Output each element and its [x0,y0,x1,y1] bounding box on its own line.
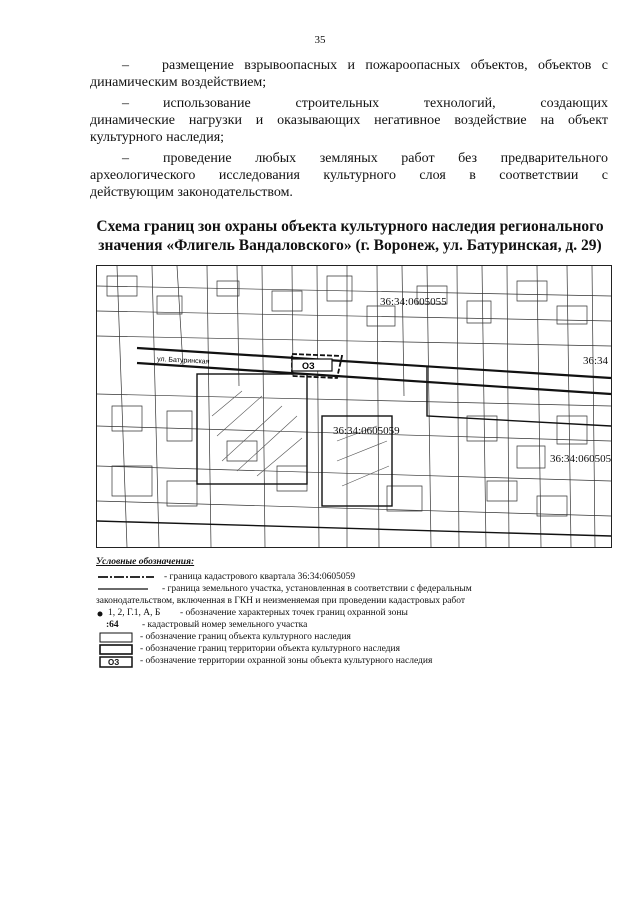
map-legend [96,557,616,669]
legend-zone-symbol: ОЗ [108,657,120,667]
page-number: 35 [314,34,326,46]
legend-points-symbol: 1, 2, Г.1, А, Б [108,607,161,618]
item-text: размещение взрывоопасных и пожароопасных объектов, объектов с [162,58,608,73]
item-dash: – [122,58,129,73]
legend-cadastral-symbol: :64 [106,619,119,630]
cadastral-map [96,265,612,548]
title-line-2: значения «Флигель Вандаловского» (г. Воронеж, ул. Батуринская, д. 29) [98,237,602,254]
legend-text: - обозначение границ объекта культурного наследия [140,631,351,642]
parcel-grid [97,266,611,547]
item-dash: – [122,96,129,111]
legend-text: - кадастровый номер земельного участка [142,619,308,630]
item-text: проведение любых земляных работ без предварительного [163,151,608,166]
map-drawing [97,266,611,547]
quarter-label-3: 36:34:060505 [550,453,611,465]
legend-quarter-boundary [96,572,616,584]
item-text: археологического исследования культурного слоя в соответствии с [90,168,608,183]
parcel-boundary-symbol [96,584,158,594]
restriction-item-1 [90,57,608,91]
title-line-1: Схема границ зон охраны объекта культурного наследия регионального [96,218,604,235]
legend-zone [96,656,616,669]
legend-text: - граница кадастрового квартала 36:34:0605059 [164,571,356,582]
legend-header: Условные обозначения: [96,557,195,567]
legend-text: - граница земельного участка, установленная в соответствии с федеральным [162,583,472,594]
legend-points [96,608,616,620]
item-text: культурного наследия; [90,130,225,145]
restriction-item-3 [90,150,608,201]
legend-text: законодательством, включенная в ГКН и неизменяемая при проведении кадастровых работ [96,595,466,606]
item-text: динамические нагрузки и оказывающих негативное воздействие на объект [90,113,608,128]
quarter-label-2: 36:34:0605059 [333,425,400,437]
block-outlines [97,366,611,536]
item-text: использование строительных технологий, создающих [163,96,608,111]
legend-text: - обозначение границ территории объекта культурного наследия [140,643,400,654]
territory-boundary-symbol [96,644,136,656]
point-dot-symbol [96,608,106,618]
legend-parcel-boundary [96,584,616,596]
quarter-label-4: 36:34 [583,355,609,367]
restriction-item-2 [90,95,608,146]
legend-text: - обозначение характерных точек границ охранной зоны [180,607,408,618]
zone-label: ОЗ [302,361,315,371]
legend-object-boundary [96,632,616,644]
legend-parcel-boundary-cont [96,596,616,608]
item-text: действующим законодательством. [90,185,293,200]
legend-cadastral [96,620,616,632]
legend-territory-boundary [96,644,616,656]
scheme-title [80,217,620,255]
street-label: ул. Батуринская [156,356,210,366]
object-boundary-symbol [96,632,136,644]
quarter-label-1: 36:34:0605055 [380,296,447,308]
legend-text: - обозначение территории охранной зоны объекта культурного наследия [140,655,433,666]
item-text: динамическим воздействием; [90,75,267,90]
quarter-boundary-symbol [96,572,158,582]
item-dash: – [122,151,129,166]
